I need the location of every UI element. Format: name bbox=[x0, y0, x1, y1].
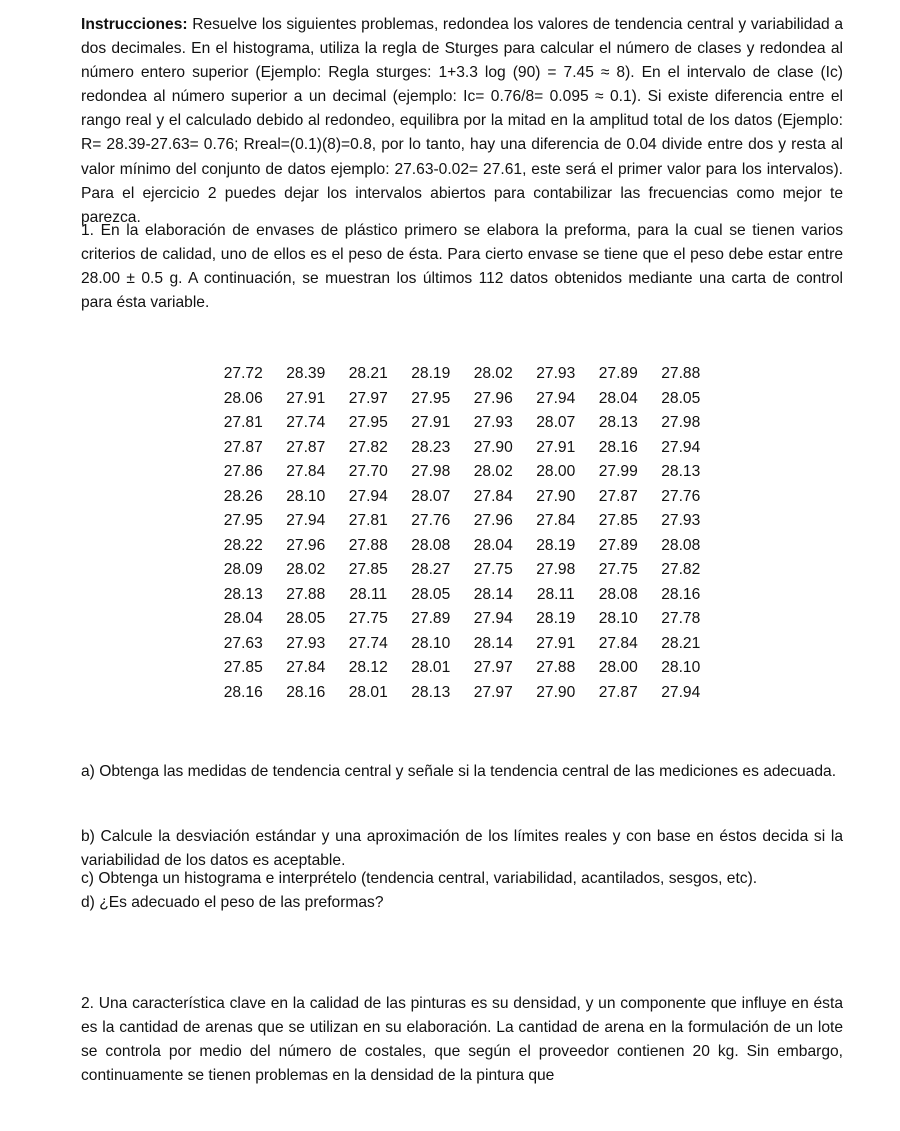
table-cell: 27.94 bbox=[661, 683, 701, 701]
table-cell: 27.81 bbox=[223, 414, 263, 432]
table-cell: 28.19 bbox=[536, 610, 576, 628]
table-cell: 28.05 bbox=[286, 610, 326, 628]
table-cell: 27.89 bbox=[598, 536, 638, 554]
table-cell: 28.09 bbox=[223, 561, 263, 579]
table-cell: 28.22 bbox=[223, 536, 263, 554]
table-cell: 28.08 bbox=[598, 585, 638, 603]
question-d: d) ¿Es adecuado el peso de las preformas? bbox=[81, 894, 384, 911]
table-cell: 27.94 bbox=[473, 610, 513, 628]
table-cell: 27.70 bbox=[348, 463, 388, 481]
table-cell: 28.16 bbox=[661, 585, 701, 603]
table-cell: 27.97 bbox=[473, 659, 513, 677]
table-cell: 28.13 bbox=[411, 683, 451, 701]
table-cell: 28.16 bbox=[598, 438, 638, 456]
table-row bbox=[212, 656, 712, 681]
table-cell: 27.86 bbox=[223, 463, 263, 481]
table-cell: 28.10 bbox=[598, 610, 638, 628]
table-cell: 27.76 bbox=[411, 512, 451, 530]
table-cell: 27.87 bbox=[598, 487, 638, 505]
table-cell: 28.08 bbox=[411, 536, 451, 554]
table-cell: 27.85 bbox=[348, 561, 388, 579]
table-row bbox=[212, 411, 712, 436]
table-cell: 28.26 bbox=[223, 487, 263, 505]
table-cell: 27.91 bbox=[536, 634, 576, 652]
table-cell: 27.97 bbox=[348, 389, 388, 407]
table-cell: 27.85 bbox=[223, 659, 263, 677]
table-cell: 28.00 bbox=[598, 659, 638, 677]
table-cell: 27.88 bbox=[536, 659, 576, 677]
table-cell: 27.74 bbox=[286, 414, 326, 432]
table-cell: 28.11 bbox=[349, 585, 388, 603]
table-row bbox=[212, 558, 712, 583]
table-cell: 27.87 bbox=[286, 438, 326, 456]
table-cell: 28.13 bbox=[661, 463, 701, 481]
instructions-text: Resuelve los siguientes problemas, redondea los valores de tendencia central y variabilidad a dos decimales. En el histograma, utiliza la regla de Sturges para calcular el número de clases y redondea al número entero superior (Ejemplo: Regla sturges: 1+3.3 log (90) = 7.45 ≈ 8). En el intervalo de clase (Ic) redondea al número superior a un decimal (ejemplo: Ic= 0.76/8= 0.095 ≈ 0.1). Si existe diferencia entre el rango real y el calculado debido al redondeo, equilibra por la mitad en la amplitud total de los datos (Ejemplo: R= 28.39-27.63= 0.76; Rreal=(0.1)(8)=0.8, por lo tanto, hay una diferencia de 0.04 divide entre dos y resta al valor mínimo del conjunto de datos ejemplo: 27.63-0.02= 27.61, este será el primer valor para los intervalos). Para el ejercicio 2 puedes dejar los intervalos abiertos para contabilizar las frecuencias como mejor te parezca. bbox=[81, 16, 843, 226]
table-cell: 27.84 bbox=[473, 487, 513, 505]
table-cell: 28.04 bbox=[473, 536, 513, 554]
table-cell: 27.95 bbox=[348, 414, 388, 432]
table-cell: 28.04 bbox=[223, 610, 263, 628]
table-cell: 28.02 bbox=[473, 365, 513, 383]
table-row bbox=[212, 485, 712, 510]
table-cell: 27.91 bbox=[286, 389, 326, 407]
table-cell: 27.98 bbox=[536, 561, 576, 579]
table-cell: 27.88 bbox=[348, 536, 388, 554]
table-row bbox=[212, 436, 712, 461]
table-cell: 27.72 bbox=[223, 365, 263, 383]
table-cell: 27.95 bbox=[411, 389, 451, 407]
table-cell: 27.94 bbox=[286, 512, 326, 530]
table-cell: 27.95 bbox=[223, 512, 263, 530]
table-cell: 28.12 bbox=[348, 659, 388, 677]
table-cell: 27.84 bbox=[598, 634, 638, 652]
table-cell: 28.14 bbox=[473, 585, 513, 603]
table-cell: 28.02 bbox=[473, 463, 513, 481]
problem-2-statement: 2. Una característica clave en la calidad de las pinturas es su densidad, y un componente que influye en ésta es la cantidad de arenas que se utilizan en su elaboración. La cantidad de arena en la formulación de un lote se controla por medio del número de costales, que según el proveedor contienen 20 kg. Sin embargo, continuamente se tienen problemas en la densidad de la pintura que bbox=[81, 995, 843, 1085]
table-cell: 28.39 bbox=[286, 365, 326, 383]
question-a: a) Obtenga las medidas de tendencia central y señale si la tendencia central de las mediciones es adecuada. bbox=[81, 763, 837, 780]
table-cell: 27.90 bbox=[536, 683, 576, 701]
table-cell: 28.08 bbox=[661, 536, 701, 554]
table-cell: 27.89 bbox=[598, 365, 638, 383]
table-cell: 27.96 bbox=[473, 512, 513, 530]
table-cell: 27.78 bbox=[661, 610, 701, 628]
table-cell: 27.90 bbox=[536, 487, 576, 505]
table-cell: 28.07 bbox=[411, 487, 451, 505]
table-cell: 27.88 bbox=[286, 585, 326, 603]
table-row bbox=[212, 583, 712, 608]
table-cell: 27.84 bbox=[286, 659, 326, 677]
table-cell: 27.81 bbox=[348, 512, 388, 530]
question-c: c) Obtenga un histograma e interprételo (tendencia central, variabilidad, acantilados, sesgos, etc). bbox=[81, 870, 758, 887]
table-cell: 28.23 bbox=[411, 438, 451, 456]
table-cell: 27.74 bbox=[348, 634, 388, 652]
table-cell: 27.93 bbox=[473, 414, 513, 432]
table-cell: 27.93 bbox=[286, 634, 326, 652]
table-cell: 27.98 bbox=[411, 463, 451, 481]
table-cell: 27.85 bbox=[598, 512, 638, 530]
table-cell: 28.10 bbox=[661, 659, 701, 677]
table-cell: 28.10 bbox=[411, 634, 451, 652]
table-cell: 28.21 bbox=[348, 365, 388, 383]
table-cell: 28.00 bbox=[536, 463, 576, 481]
question-b: b) Calcule la desviación estándar y una aproximación de los límites reales y con base en éstos decida si la variabilidad de los datos es aceptable. bbox=[81, 828, 843, 870]
table-cell: 28.16 bbox=[286, 683, 326, 701]
table-cell: 27.98 bbox=[661, 414, 701, 432]
table-cell: 27.76 bbox=[661, 487, 701, 505]
table-row bbox=[212, 607, 712, 632]
table-cell: 27.63 bbox=[223, 634, 263, 652]
table-cell: 28.04 bbox=[598, 389, 638, 407]
table-cell: 27.94 bbox=[348, 487, 388, 505]
table-cell: 27.91 bbox=[411, 414, 451, 432]
table-cell: 28.16 bbox=[223, 683, 263, 701]
table-cell: 27.99 bbox=[598, 463, 638, 481]
table-cell: 28.27 bbox=[411, 561, 451, 579]
table-cell: 27.93 bbox=[536, 365, 576, 383]
table-cell: 27.91 bbox=[536, 438, 576, 456]
table-cell: 28.13 bbox=[223, 585, 263, 603]
table-row bbox=[212, 509, 712, 534]
table-cell: 27.75 bbox=[598, 561, 638, 579]
table-cell: 27.82 bbox=[348, 438, 388, 456]
table-cell: 28.06 bbox=[223, 389, 263, 407]
table-row bbox=[212, 632, 712, 657]
table-cell: 28.01 bbox=[348, 683, 388, 701]
table-cell: 28.21 bbox=[661, 634, 701, 652]
problem-1-statement: 1. En la elaboración de envases de plástico primero se elabora la preforma, para la cual se tienen varios criterios de calidad, uno de ellos es el peso de ésta. Para cierto envase se tiene que el peso debe estar entre 28.00 ± 0.5 g. A continuación, se muestran los últimos 112 datos obtenidos mediante una carta de control para ésta variable. bbox=[81, 222, 843, 312]
table-cell: 28.07 bbox=[536, 414, 576, 432]
table-cell: 28.05 bbox=[411, 585, 451, 603]
table-row bbox=[212, 681, 712, 706]
table-cell: 27.87 bbox=[598, 683, 638, 701]
table-cell: 28.13 bbox=[598, 414, 638, 432]
table-cell: 27.94 bbox=[661, 438, 701, 456]
table-cell: 28.14 bbox=[473, 634, 513, 652]
table-cell: 27.96 bbox=[286, 536, 326, 554]
table-cell: 27.84 bbox=[536, 512, 576, 530]
table-cell: 28.05 bbox=[661, 389, 701, 407]
table-cell: 28.19 bbox=[536, 536, 576, 554]
table-cell: 27.94 bbox=[536, 389, 576, 407]
table-cell: 27.96 bbox=[473, 389, 513, 407]
data-table bbox=[212, 362, 712, 705]
table-row bbox=[212, 534, 712, 559]
table-cell: 27.89 bbox=[411, 610, 451, 628]
table-cell: 27.82 bbox=[661, 561, 701, 579]
table-cell: 27.87 bbox=[223, 438, 263, 456]
instructions-paragraph bbox=[81, 13, 843, 230]
table-row bbox=[212, 387, 712, 412]
table-cell: 27.75 bbox=[348, 610, 388, 628]
table-cell: 27.90 bbox=[473, 438, 513, 456]
table-row bbox=[212, 460, 712, 485]
table-cell: 27.84 bbox=[286, 463, 326, 481]
table-cell: 28.11 bbox=[536, 585, 575, 603]
table-cell: 27.93 bbox=[661, 512, 701, 530]
table-cell: 28.10 bbox=[286, 487, 326, 505]
table-cell: 27.97 bbox=[473, 683, 513, 701]
table-cell: 28.02 bbox=[286, 561, 326, 579]
table-cell: 27.88 bbox=[661, 365, 701, 383]
instructions-label: Instrucciones: bbox=[81, 16, 188, 33]
table-cell: 28.19 bbox=[411, 365, 451, 383]
table-row bbox=[212, 362, 712, 387]
table-cell: 28.01 bbox=[411, 659, 451, 677]
table-cell: 27.75 bbox=[473, 561, 513, 579]
